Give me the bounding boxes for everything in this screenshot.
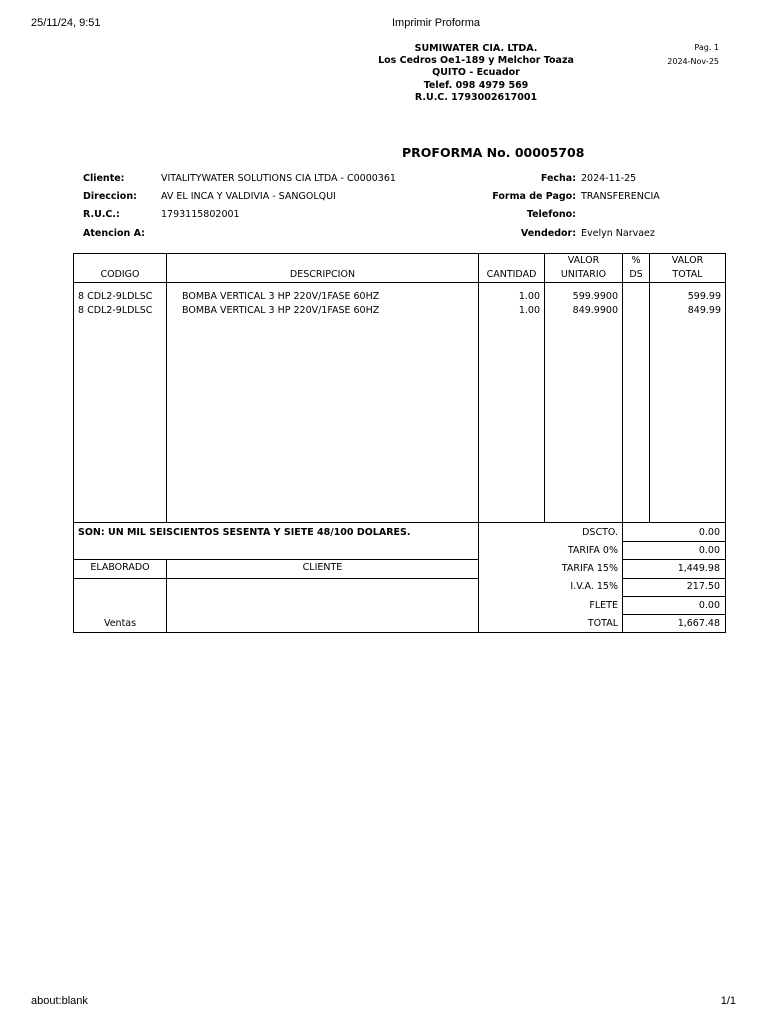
header-valor-total-line2: TOTAL [672, 269, 703, 280]
print-datetime: 25/11/24, 9:51 [31, 17, 101, 29]
company-phone: Telef. 098 4979 569 [423, 79, 529, 91]
cliente-value: VITALITYWATER SOLUTIONS CIA LTDA - C0000361 [161, 173, 396, 184]
col-sep-unitario [622, 253, 623, 523]
amount-in-words: SON: UN MIL SEISCIENTOS SESENTA Y SIETE 48/100 DOLARES. [78, 527, 411, 538]
vendedor-value: Evelyn Narvaez [581, 228, 655, 239]
elaborado-by: Ventas [103, 618, 137, 629]
cliente-signature-label: CLIENTE [302, 562, 343, 573]
header-cantidad: CANTIDAD [486, 269, 537, 280]
company-name: SUMIWATER CIA. LTDA. [414, 43, 538, 54]
ruc-value: 1793115802001 [161, 209, 240, 220]
page-number: Pag. 1 [694, 43, 719, 52]
total-value-flete: 0.00 [698, 600, 720, 611]
row-codigo: 8 CDL2-9LDLSC [78, 291, 153, 302]
table-body-bottom-border [73, 522, 726, 523]
total-value-iva: 217.50 [686, 581, 720, 592]
footer-sign-header-border [73, 578, 479, 579]
table-right-border [725, 253, 726, 633]
forma-pago-label: Forma de Pago: [492, 191, 576, 202]
header-descripcion: DESCRIPCION [289, 269, 356, 280]
table-top-border [73, 253, 726, 254]
header-valor-unitario-line1: VALOR [567, 255, 600, 266]
header-ds-line2: DS [629, 269, 643, 280]
header-valor-unitario-line2: UNITARIO [560, 269, 607, 280]
forma-pago-value: TRANSFERENCIA [581, 191, 660, 202]
total-label-total: TOTAL [587, 618, 618, 629]
proforma-title: PROFORMA No. 00005708 [402, 145, 585, 160]
print-page-count: 1/1 [720, 995, 736, 1007]
row-valor-total: 599.99 [687, 291, 721, 302]
col-sep-ds [649, 253, 650, 523]
direccion-value: AV EL INCA Y VALDIVIA - SANGOLQUI [161, 191, 336, 202]
table-left-border [73, 253, 74, 633]
total-value-dscto: 0.00 [698, 527, 720, 538]
company-address: Los Cedros Oe1-189 y Melchor Toaza [378, 55, 574, 67]
total-value-total: 1,667.48 [677, 618, 720, 629]
vendedor-label: Vendedor: [520, 228, 576, 239]
footer-son-bottom-border [73, 559, 479, 560]
row-valor-unitario: 599.9900 [572, 291, 618, 302]
totals-row-line-4 [622, 596, 726, 597]
total-value-tarifa15: 1,449.98 [677, 563, 720, 574]
table-header-border [73, 282, 726, 283]
total-label-dscto: DSCTO. [582, 527, 618, 538]
total-label-tarifa0: TARIFA 0% [567, 545, 618, 556]
total-label-tarifa15: TARIFA 15% [561, 563, 618, 574]
row-descripcion: BOMBA VERTICAL 3 HP 220V/1FASE 60HZ [182, 291, 380, 302]
atencion-label: Atencion A: [83, 228, 145, 239]
header-valor-total-line1: VALOR [671, 255, 704, 266]
company-city: QUITO - Ecuador [432, 67, 520, 79]
footer-left-right-separator [478, 522, 479, 633]
print-url: about:blank [31, 995, 88, 1007]
fecha-value: 2024-11-25 [581, 173, 637, 184]
row-cantidad: 1.00 [518, 305, 540, 316]
totals-row-line-2 [622, 559, 726, 560]
company-header [326, 43, 626, 104]
row-valor-unitario: 849.9900 [572, 305, 618, 316]
header-codigo: CODIGO [100, 269, 140, 280]
totals-row-line-3 [622, 578, 726, 579]
total-label-iva: I.V.A. 15% [570, 581, 618, 592]
row-codigo: 8 CDL2-9LDLSC [78, 305, 153, 316]
company-ruc: R.U.C. 1793002617001 [414, 91, 538, 103]
elaborado-label: ELABORADO [90, 562, 150, 573]
ruc-label: R.U.C.: [83, 209, 120, 220]
print-title: Imprimir Proforma [391, 17, 480, 29]
totals-row-line-1 [622, 541, 726, 542]
total-label-flete: FLETE [589, 600, 618, 611]
direccion-label: Direccion: [83, 191, 137, 202]
totals-row-line-5 [622, 614, 726, 615]
table-bottom-border [73, 632, 726, 633]
page-date: 2024-Nov-25 [667, 57, 719, 66]
col-sep-descripcion [478, 253, 479, 523]
col-sep-codigo [166, 253, 167, 523]
col-sep-cantidad [544, 253, 545, 523]
cliente-label: Cliente: [83, 173, 125, 184]
fecha-label: Fecha: [540, 173, 576, 184]
total-value-tarifa0: 0.00 [698, 545, 720, 556]
telefono-label: Telefono: [526, 209, 576, 220]
row-cantidad: 1.00 [518, 291, 540, 302]
header-ds-line1: % [631, 255, 641, 266]
row-valor-total: 849.99 [687, 305, 721, 316]
row-descripcion: BOMBA VERTICAL 3 HP 220V/1FASE 60HZ [182, 305, 380, 316]
